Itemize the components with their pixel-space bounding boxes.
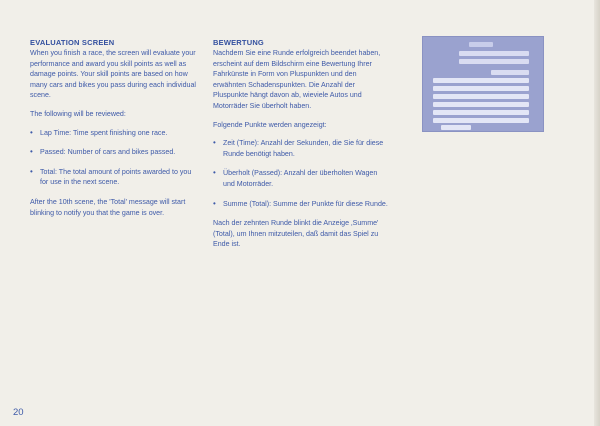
review-intro-de: Folgende Punkte werden angezeigt: — [213, 120, 327, 129]
screen-row — [433, 118, 529, 123]
evaluation-screen-heading: EVALUATION SCREEN — [30, 38, 115, 47]
screen-row — [433, 110, 529, 115]
screen-row — [491, 70, 529, 75]
list-item: • Überholt (Passed): Anzahl der überholten Wagen und Motorräder. — [213, 168, 388, 189]
screen-row — [441, 125, 471, 130]
screen-row — [459, 59, 529, 64]
screen-row — [433, 102, 529, 107]
page-number: 20 — [13, 407, 24, 418]
closing-note-de: Nach der zehnten Runde blinkt die Anzeige ‚Summe' (Total), um Ihnen mitzuteilen, daß damit das Spiel zu Ende ist. — [213, 219, 379, 249]
german-column — [213, 38, 388, 250]
bewertung-intro: Nachdem Sie eine Runde erfolgreich beendet haben, erscheint auf dem Bildschirm eine Bewertung Ihrer Fahrkünste in Form von Pluspunkten und den erwähnten Schadenspunkten. Die Anzahl der Pluspunkte hängt davon ab, wieviele Autos und Motorräder Sie überholt haben. — [213, 49, 381, 110]
screen-row — [469, 42, 493, 47]
list-item: • Total: The total amount of points awarded to you for use in the next scene. — [30, 167, 200, 188]
screen-row — [459, 51, 529, 56]
screen-row — [433, 78, 529, 83]
screen-row — [433, 86, 529, 91]
review-intro: The following will be reviewed: — [30, 109, 126, 118]
review-list-de — [213, 138, 388, 209]
english-column — [30, 38, 200, 218]
screen-row — [433, 94, 529, 99]
evaluation-screen-image — [422, 36, 544, 132]
bewertung-heading: BEWERTUNG — [213, 38, 264, 47]
list-item: • Zeit (Time): Anzahl der Sekunden, die Sie für diese Runde benötigt haben. — [213, 138, 388, 159]
page-fold — [594, 0, 600, 426]
review-list — [30, 128, 200, 188]
list-item: • Summe (Total): Summe der Punkte für diese Runde. — [213, 199, 388, 210]
evaluation-intro: When you finish a race, the screen will evaluate your performance and award you skill points as well as damage points. Your skill points are based on how many cars and bikes you pass during each individual scene. — [30, 49, 197, 100]
list-item: • Passed: Number of cars and bikes passed. — [30, 147, 200, 158]
closing-note: After the 10th scene, the 'Total' message will start blinking to notify you that the game is over. — [30, 197, 186, 217]
list-item: • Lap Time: Time spent finishing one race. — [30, 128, 200, 139]
